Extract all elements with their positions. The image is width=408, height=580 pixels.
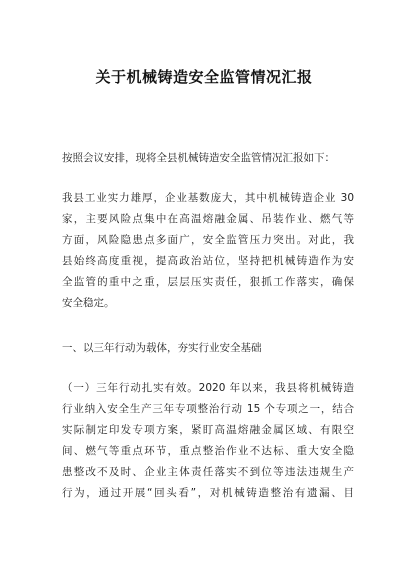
paragraph-line: 患整改不及时、企业主体责任落实不到位等违法违规生产 xyxy=(62,466,354,478)
paragraph-line: 全监管的重中之重，层层压实责任，狠抓工作落实，确保 xyxy=(62,276,354,288)
document-title: 关于机械铸造安全监管情况汇报 xyxy=(95,68,313,86)
paragraph-line: 安全稳定。 xyxy=(62,297,115,309)
paragraph-line: 县始终高度重视，提高政治站位，坚持把机械铸造作为安 xyxy=(62,255,354,267)
section-heading-text: 一、以三年行动为载体，夯实行业安全基础 xyxy=(62,342,262,354)
paragraph-line: （一）三年行动扎实有效。2020 年以来，我县将机械铸造 xyxy=(62,382,354,394)
paragraph-line: 实际制定印发专项方案，紧盯高温熔融金属区域、有限空 xyxy=(62,424,354,436)
item-paragraph xyxy=(62,378,354,504)
paragraph-line: 行为，通过开展“回头看”，对机械铸造整治有遗漏、目 xyxy=(62,487,354,499)
paragraph-line: 按照会议安排，现将全县机械铸造安全监管情况汇报如下： xyxy=(62,152,335,164)
overview-paragraph xyxy=(62,188,354,314)
paragraph-line: 间、燃气等重点环节，重点整治作业不达标、重大安全隐 xyxy=(62,445,354,457)
paragraph-line: 行业纳入安全生产三年专项整治行动 15 个专项之一，结合 xyxy=(62,403,354,415)
paragraph-line: 家，主要风险点集中在高温熔融金属、吊装作业、燃气等 xyxy=(62,213,354,225)
paragraph-line: 我县工业实力雄厚，企业基数庞大，其中机械铸造企业 30 xyxy=(62,192,354,204)
section-heading xyxy=(62,338,354,359)
paragraph-line: 方面，风险隐患点多面广，安全监管压力突出。对此，我 xyxy=(62,234,354,246)
intro-paragraph xyxy=(62,148,354,169)
